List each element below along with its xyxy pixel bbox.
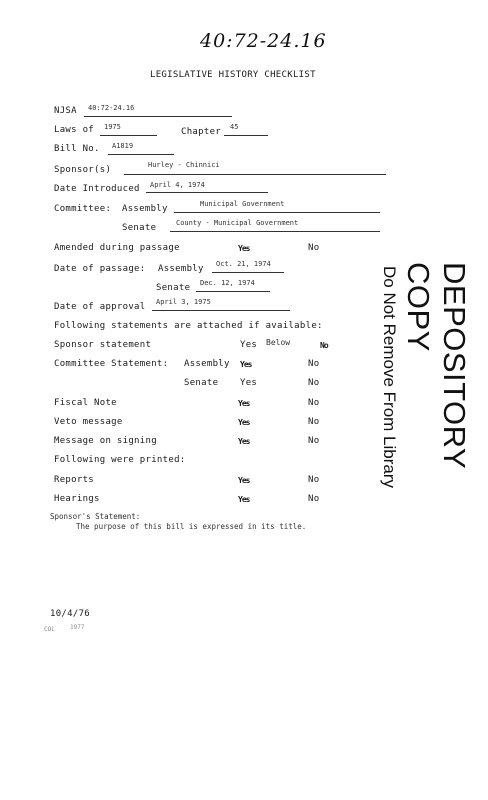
statement-sub: Assembly	[184, 359, 230, 369]
passage-senate-value: Dec. 12, 1974	[200, 279, 255, 287]
laws-value: 1975	[104, 123, 121, 131]
depository-stamp	[382, 262, 472, 512]
bill-label: Bill No.	[54, 144, 100, 154]
printed-no: No	[308, 494, 320, 504]
printed-yes: Yes	[238, 495, 250, 504]
njsa-label: NJSA	[54, 106, 77, 116]
handwritten-number: 40:72-24.16	[200, 30, 327, 52]
njsa-line	[84, 116, 232, 117]
statement-no: No	[308, 359, 320, 369]
passage-senate-label: Senate	[156, 283, 191, 293]
sponsor-statement-text: The purpose of this bill is expressed in its title.	[76, 522, 307, 531]
amended-yes: Yes	[238, 244, 250, 253]
stamp-line-1: DEPOSITORY COPY	[401, 262, 472, 469]
approval-label: Date of approval	[54, 302, 146, 312]
committee-assembly-label: Assembly	[122, 204, 168, 214]
footer-code-1: COL	[44, 626, 55, 633]
sponsor-statement-heading: Sponsor's Statement:	[50, 512, 141, 521]
checklist-title: LEGISLATIVE HISTORY CHECKLIST	[150, 70, 316, 80]
bill-value: A1819	[112, 142, 134, 150]
printed-heading: Following were printed:	[54, 455, 186, 465]
statement-yes: Yes	[240, 360, 252, 369]
statement-no: No	[320, 341, 328, 350]
committee-senate-value: County - Municipal Government	[176, 219, 299, 227]
statement-extra: Below	[266, 338, 291, 347]
passage-assembly-value: Oct. 21, 1974	[216, 260, 271, 268]
introduced-value: April 4, 1974	[150, 181, 205, 189]
committee-senate-line	[170, 231, 380, 232]
printed-yes: Yes	[238, 476, 250, 485]
laws-line	[100, 135, 157, 136]
statement-label: Veto message	[54, 417, 123, 427]
statement-yes: Yes	[238, 399, 250, 408]
statement-no: No	[308, 378, 320, 388]
approval-value: April 3, 1975	[156, 298, 211, 306]
sponsors-label: Sponsor(s)	[54, 165, 112, 175]
introduced-line	[146, 192, 268, 193]
passage-label: Date of passage:	[54, 264, 146, 274]
bill-line	[108, 154, 174, 155]
committee-senate-label: Senate	[122, 223, 157, 233]
footer-code-2: 1977	[70, 624, 85, 631]
statement-yes: Yes	[238, 418, 250, 427]
footer-date: 10/4/76	[50, 609, 91, 619]
statement-label: Committee Statement:	[54, 359, 169, 369]
amended-no: No	[308, 243, 320, 253]
sponsors-value: Hurley - Chinnici	[148, 161, 220, 169]
committee-label: Committee:	[54, 204, 112, 214]
njsa-value: 40:72-24.16	[88, 104, 135, 112]
passage-assembly-line	[212, 272, 284, 273]
sponsors-line	[124, 174, 386, 175]
committee-assembly-line	[174, 212, 380, 213]
statement-no: No	[308, 417, 320, 427]
amended-label: Amended during passage	[54, 243, 180, 253]
statement-no: No	[308, 398, 320, 408]
statement-label: Sponsor statement	[54, 340, 152, 350]
laws-label: Laws of	[54, 125, 95, 135]
statement-yes: Yes	[240, 340, 258, 350]
chapter-label: Chapter	[181, 127, 222, 137]
statement-no: No	[308, 436, 320, 446]
statement-yes: Yes	[240, 378, 258, 388]
approval-line	[152, 310, 290, 311]
stamp-line-2: Do Not Remove From Library	[380, 266, 399, 489]
passage-senate-line	[196, 291, 270, 292]
passage-assembly-label: Assembly	[158, 264, 204, 274]
statement-label: Fiscal Note	[54, 398, 117, 408]
statement-label: Message on signing	[54, 436, 157, 446]
statements-heading: Following statements are attached if available:	[54, 321, 323, 331]
committee-assembly-value: Municipal Government	[200, 200, 285, 208]
printed-no: No	[308, 475, 320, 485]
chapter-line	[224, 135, 268, 136]
statement-sub: Senate	[184, 378, 219, 388]
introduced-label: Date Introduced	[54, 184, 140, 194]
statement-yes: Yes	[238, 437, 250, 446]
printed-label: Reports	[54, 475, 95, 485]
chapter-value: 45	[230, 123, 239, 131]
printed-label: Hearings	[54, 494, 100, 504]
